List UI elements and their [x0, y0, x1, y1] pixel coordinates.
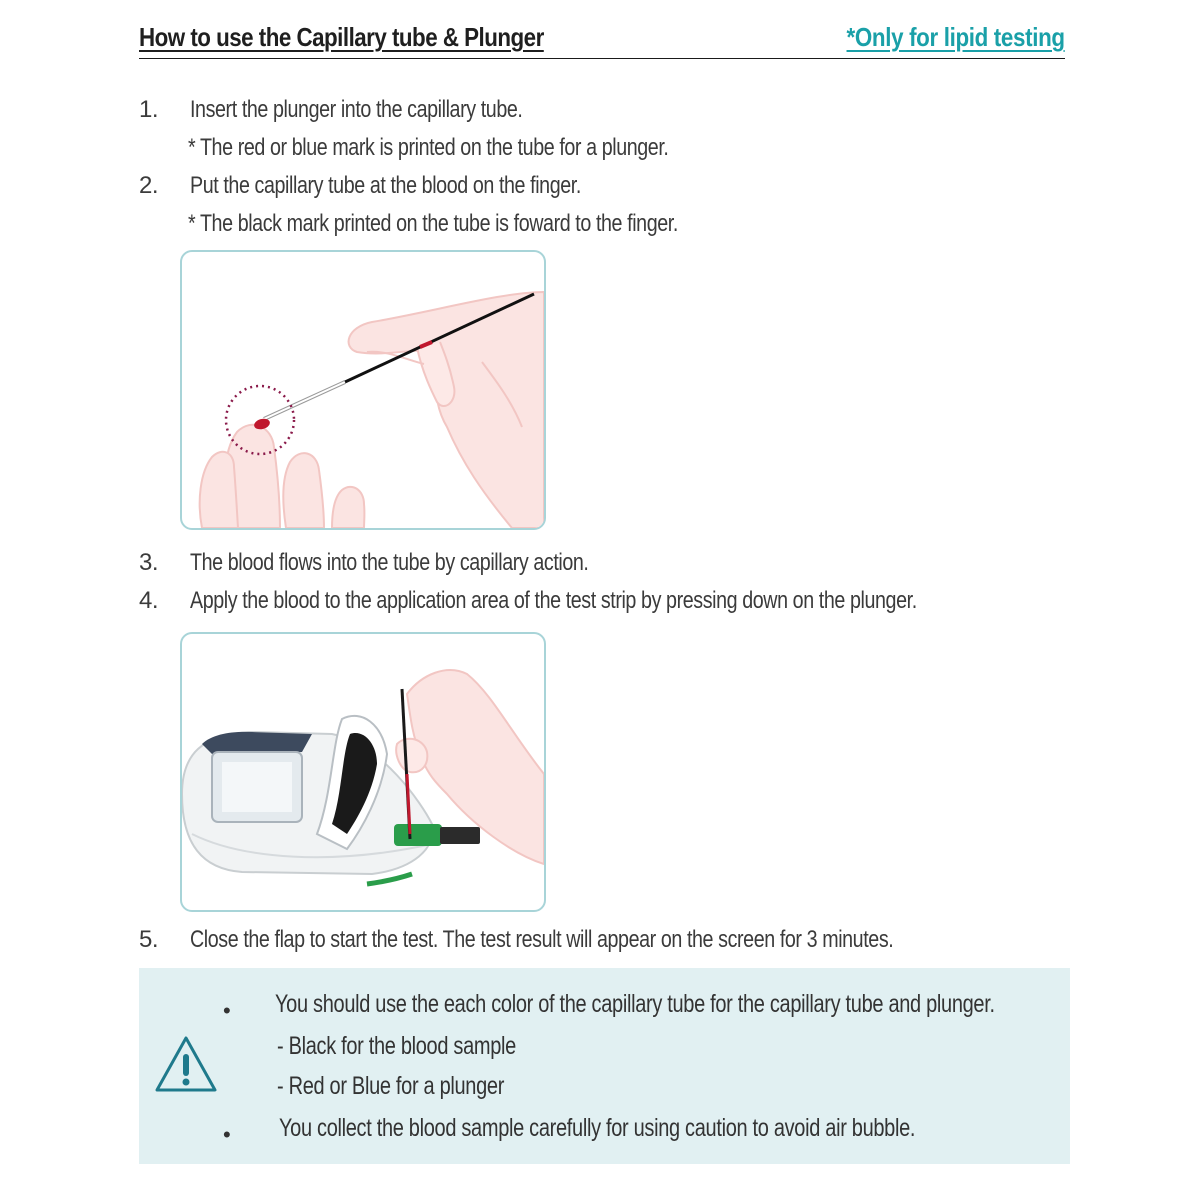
step-4-number: 4.: [139, 587, 159, 614]
step-2-number: 2.: [139, 172, 159, 199]
step-4-text: Apply the blood to the application area of the test strip by pressing down on the plunger.: [190, 587, 917, 614]
caution-bullet: •: [223, 998, 231, 1023]
step-3-text: The blood flows into the tube by capillary action.: [190, 549, 589, 576]
step-5-number: 5.: [139, 926, 159, 953]
lipid-testing-note: *Only for lipid testing: [846, 22, 1065, 52]
step-2-text: Put the capillary tube at the blood on the finger.: [190, 172, 581, 199]
caution-bullet: •: [223, 1122, 231, 1147]
caution-box: [139, 968, 1070, 1164]
step-1-note: * The red or blue mark is printed on the tube for a plunger.: [188, 134, 669, 161]
step-3-number: 3.: [139, 549, 159, 576]
caution-line-1: You should use the each color of the capillary tube for the capillary tube and plunger.: [275, 990, 995, 1018]
strip-slot-green: [394, 824, 442, 846]
step-1-text: Insert the plunger into the capillary tube.: [190, 96, 523, 123]
step-1-number: 1.: [139, 96, 159, 123]
step-5-text: Close the flap to start the test. The test result will appear on the screen for 3 minutes.: [190, 926, 894, 953]
step-2-note: * The black mark printed on the tube is foward to the finger.: [188, 210, 678, 237]
page-header: [139, 22, 1065, 59]
warning-triangle-icon: [153, 1034, 219, 1094]
caution-line-3: - Red or Blue for a plunger: [277, 1072, 505, 1100]
finger-tube-illustration: [180, 250, 546, 530]
page-title: How to use the Capillary tube & Plunger: [139, 22, 544, 52]
device-application-illustration: [180, 632, 546, 912]
caution-line-4: You collect the blood sample carefully for using caution to avoid air bubble.: [279, 1114, 916, 1142]
caution-line-2: - Black for the blood sample: [277, 1032, 516, 1060]
test-strip: [440, 827, 480, 844]
